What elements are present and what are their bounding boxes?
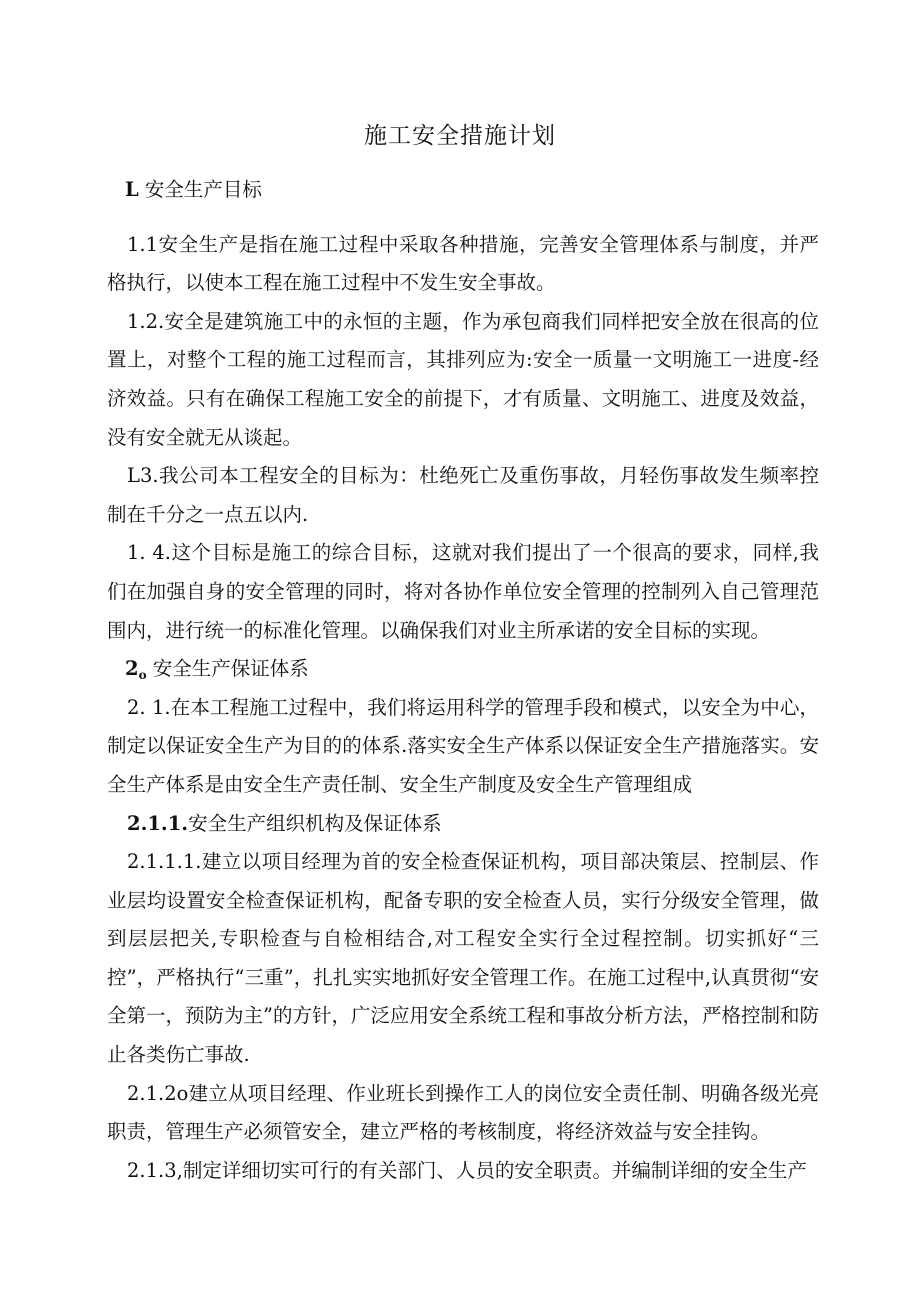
section-2-number	[125, 657, 147, 683]
section-1-heading	[107, 171, 819, 210]
paragraph-2-1: 2. 1.在本工程施工过程中，我们将运用科学的管理手段和模式，以安全为中心，制定以保证安全生产为目的的体系.落实安全生产体系以保证安全生产措施落实。安全生产体系是由安全生产责任制、安全生产制度及安全生产管理组成	[107, 695, 819, 796]
paragraph-1-2: 1.2.安全是建筑施工中的永恒的主题，作为承包商我们同样把安全放在很高的位置上，对整个工程的施工过程而言，其排列应为:安全一质量一文明施工一进度-经济效益。只有在确保工程施工安全的前提下，才有质量、文明施工、进度及效益，没有安全就无从谈起。	[107, 309, 819, 449]
paragraph-1-1: 1.1安全生产是指在施工过程中采取各种措施，完善安全管理体系与制度，并严格执行，以使本工程在施工过程中不发生安全事故。	[107, 232, 819, 295]
subsection-2-1-1-heading-text: 安全生产组织机构及保证体系	[188, 811, 442, 835]
paragraph-2-1-1-1: 2.1.1.1.建立以项目经理为首的安全检查保证机构，项目部决策层、控制层、作业层均设置安全检查保证机构，配备专职的安全检查人员，实行分级安全管理，做到层层把关,专职检查与自检相结合,对工程安全实行全过程控制。切实抓好“三控”，严格执行“三重”，扎扎实实地抓好安全管理工作。在施工过程中,认真贯彻“安全第一，预防为主”的方针，广泛应用安全系统工程和事故分析方法，严格控制和防止各类伤亡事故.	[107, 850, 819, 1067]
section-gap	[107, 210, 819, 226]
paragraph-1-3: L3.我公司本工程安全的目标为：杜绝死亡及重伤事故，月轻伤事故发生频率控制在千分之一点五以内.	[107, 464, 819, 526]
section-2-heading-text: 安全生产保证体系	[152, 657, 309, 681]
paragraph-1-4: 1. 4.这个目标是施工的综合目标，这就对我们提出了一个很高的要求，同样,我们在加强自身的安全管理的同时，将对各协作单位安全管理的控制列入自己管理范围内，进行统一的标准化管理。以确保我们对业主所承诺的安全目标的实现。	[107, 541, 819, 642]
section-1-heading-text: 安全生产目标	[144, 178, 262, 201]
paragraph-2-1-3: 2.1.3,制定详细切实可行的有关部门、人员的安全职责。并编制详细的安全生产	[127, 1158, 807, 1182]
document-body	[107, 171, 819, 1190]
section-1-number: L	[125, 178, 139, 201]
section-2-number-main: 2	[125, 657, 139, 681]
subsection-2-1-1-number: 2.1.1.	[127, 811, 189, 835]
document-title: 施工安全措施计划	[364, 123, 556, 149]
section-2-heading	[107, 650, 819, 689]
paragraph-2-1-2: 2.1.2o建立从项目经理、作业班长到操作工人的岗位安全责任制、明确各级光亮职责，管理生产必须管安全，建立严格的考核制度，将经济效益与安全挂钩。	[107, 1081, 819, 1144]
subsection-2-1-1-heading	[107, 805, 819, 844]
section-2-number-sub: o	[138, 668, 147, 683]
